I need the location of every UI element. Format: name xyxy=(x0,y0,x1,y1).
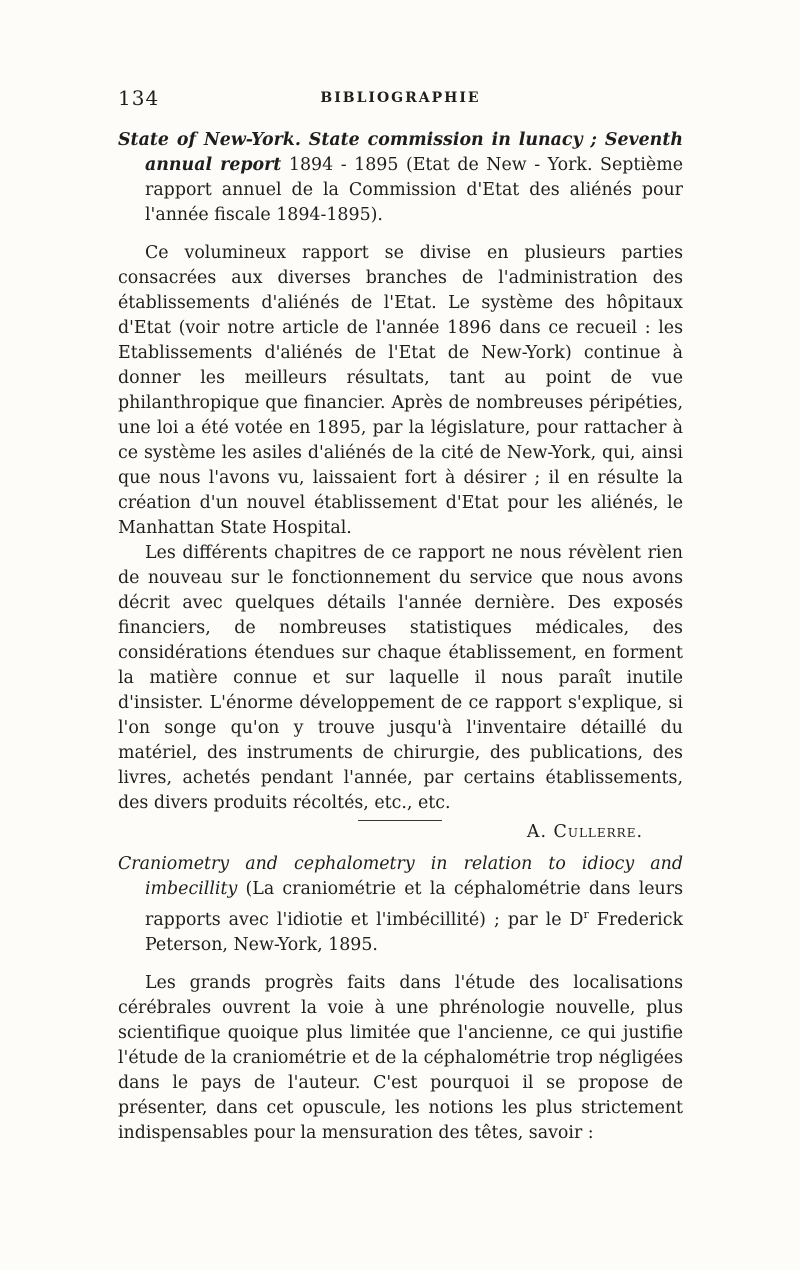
entry-state-commission xyxy=(118,128,683,845)
citation-details: (La craniométrie et la céphalométrie dans leurs rapports avec l'idiotie et l'imbécillité) ; par le D xyxy=(145,879,683,930)
citation-details: 1894 - 1895 (Etat de New - York. Septième rapport annuel de la Commission d'Etat des aliénés pour l'année fiscale 1894-1895). xyxy=(145,155,683,225)
review-paragraph: Ce volumineux rapport se divise en plusieurs parties consacrées aux diverses branches de l'administration des établissements d'aliénés de l'Etat. Le système des hôpitaux d'Etat (voir notre article de l'année 1896 dans ce recueil : les Etablissements d'aliénés de l'Etat de New-York) continue à donner les meilleurs résultats, tant au point de vue philanthropique que financier. Après de nombreuses péripéties, une loi a été votée en 1895, par la législature, pour rattacher à ce système les asiles d'aliénés de la cité de New-York, qui, ainsi que nous l'avons vu, laissaient fort à désirer ; il en résulte la création d'un nouvel établissement d'Etat pour les aliénés, le Manhattan State Hospital. xyxy=(118,243,683,538)
entry-craniometry xyxy=(118,852,683,1146)
citation-title: State of New-York. State commission in lunacy ; Seventh annual report xyxy=(118,130,683,175)
page-number: 134 xyxy=(118,86,160,110)
citation-details-end: Frederick Peterson, New-York, 1895. xyxy=(145,909,684,955)
page-header xyxy=(118,86,683,116)
citation-craniometry xyxy=(118,852,683,958)
citation-state-commission xyxy=(118,128,683,228)
review-paragraph: Les grands progrès faits dans l'étude des localisations cérébrales ouvrent la voie à une phrénologie nouvelle, plus scientifique quoique plus limitée que l'ancienne, ce qui justifie l'étude de la craniométrie et de la céphalométrie trop négligées dans le pays de l'auteur. C'est pourquoi il se propose de présenter, dans cet opuscule, les notions les plus strictement indispensables pour la mensuration des têtes, savoir : xyxy=(118,972,683,1143)
reviewer-signature: A. Cullerre. xyxy=(526,822,643,842)
review-paragraph: Les différents chapitres de ce rapport ne nous révèlent rien de nouveau sur le fonctionnement du service que nous avons décrit avec quelques détails l'année dernière. Des exposés financiers, de nombreuses statistiques médicales, des considérations étendues sur chaque établissement, en forment la matière connue et sur laquelle il nous paraît inutile d'insister. L'énorme développement de ce rapport s'explique, si l'on songe qu'on y trouve jusqu'à l'inventaire détaillé du matériel, des instruments de chirurgie, des publications, des livres, achetés pendant l'année, par certains établissements, des divers produits récoltés, etc., etc. xyxy=(118,543,683,813)
running-head: BIBLIOGRAPHIE xyxy=(320,90,481,106)
section-divider xyxy=(358,820,442,821)
citation-superscript: r xyxy=(583,908,589,921)
citation-title: Craniometry and cephalometry in relation to idiocy and imbecillity xyxy=(118,854,683,899)
